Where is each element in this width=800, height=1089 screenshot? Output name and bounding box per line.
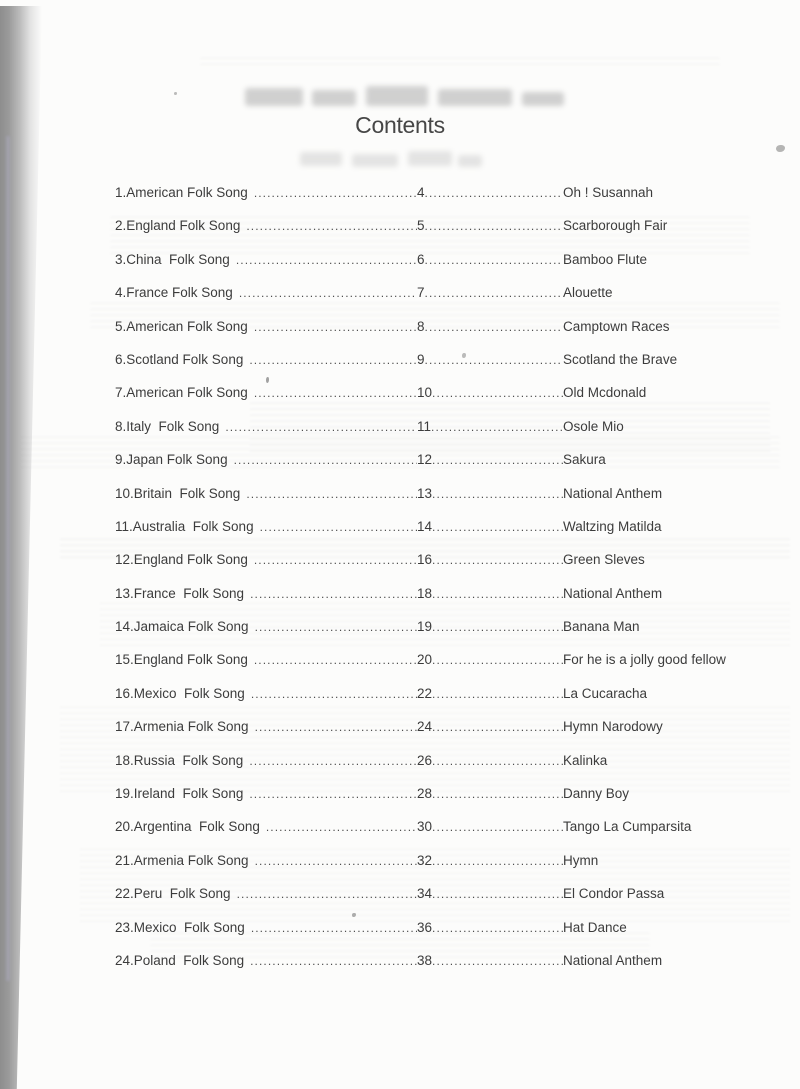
dot-leader	[425, 277, 563, 310]
dot-leader	[425, 244, 563, 277]
toc-entry-label: 3.China Folk Song	[115, 251, 230, 267]
dot-leader	[255, 611, 417, 644]
toc-entry	[115, 610, 745, 643]
bleed-through-stafflines	[200, 55, 720, 65]
dot-leader	[255, 845, 417, 878]
toc-entry-page-number: 34	[417, 886, 433, 902]
toc-entry-page-number: 38	[417, 952, 433, 968]
toc-entry-page-number: 9	[417, 351, 425, 367]
toc-entry-label: 17.Armenia Folk Song	[115, 719, 249, 735]
toc-entry-label: 9.Japan Folk Song	[115, 452, 228, 468]
toc-entry-page-number: 19	[417, 619, 433, 635]
dot-leader	[431, 411, 563, 444]
toc-entry-page-number: 12	[417, 452, 433, 468]
toc-entry	[115, 376, 745, 409]
dot-leader	[260, 511, 417, 544]
toc-entry	[115, 810, 745, 843]
toc-entry-page-number: 7	[417, 285, 425, 301]
toc-entry-song-title: Camptown Races	[563, 318, 670, 334]
toc-entry-song-title: Osole Mio	[563, 418, 624, 434]
toc-entry-song-title: Hat Dance	[563, 919, 627, 935]
dot-leader	[237, 878, 417, 911]
toc-entry-label: 21.Armenia Folk Song	[115, 852, 249, 868]
toc-entry-page-number: 18	[417, 585, 433, 601]
toc-entry	[115, 911, 745, 944]
dot-leader	[432, 678, 563, 711]
toc-entry-song-title: La Cucaracha	[563, 685, 648, 701]
dot-leader	[432, 578, 563, 611]
dot-leader	[250, 945, 417, 978]
toc-entry-page-number: 26	[417, 752, 433, 768]
toc-entry	[115, 443, 745, 476]
toc-entry-song-title: Danny Boy	[563, 786, 630, 802]
toc-entry-label: 23.Mexico Folk Song	[115, 919, 245, 935]
dot-leader	[254, 544, 417, 577]
toc-entry-song-title: Tango La Cumparsita	[563, 819, 692, 835]
toc-entry-song-title: For he is a jolly good fellow	[563, 652, 726, 668]
toc-entry	[115, 276, 745, 309]
dot-leader	[425, 344, 563, 377]
dot-leader	[249, 344, 417, 377]
scan-speck	[174, 92, 177, 95]
toc-entry	[115, 543, 745, 576]
page-title: Contents	[355, 112, 445, 138]
dot-leader	[432, 745, 563, 778]
toc-entry-label: 24.Poland Folk Song	[115, 952, 245, 968]
dot-leader	[225, 411, 417, 444]
toc-entry	[115, 410, 745, 443]
toc-entry-page-number: 11	[417, 418, 432, 434]
toc-entry-label: 2.England Folk Song	[115, 218, 241, 234]
toc-entry-page-number: 6	[417, 251, 425, 267]
toc-entry-label: 20.Argentina Folk Song	[115, 819, 260, 835]
toc-entry	[115, 176, 745, 209]
toc-entry-label: 13.France Folk Song	[115, 585, 245, 601]
toc-entry-page-number: 22	[417, 685, 433, 701]
dot-leader	[255, 711, 417, 744]
toc-entry-page-number: 28	[417, 786, 433, 802]
toc-entry-song-title: Waltzing Matilda	[563, 518, 662, 534]
toc-entry-label: 7.American Folk Song	[115, 385, 248, 401]
dot-leader	[239, 277, 417, 310]
dot-leader	[249, 778, 417, 811]
dot-leader	[249, 745, 417, 778]
toc-entry-label: 18.Russia Folk Song	[115, 752, 244, 768]
dot-leader	[425, 210, 563, 243]
toc-entry-label: 14.Jamaica Folk Song	[115, 619, 249, 635]
toc-entry	[115, 744, 745, 777]
toc-entry	[115, 209, 745, 242]
toc-entry-page-number: 36	[417, 919, 433, 935]
dot-leader	[425, 177, 563, 210]
dot-leader	[432, 377, 563, 410]
toc-entry	[115, 844, 745, 877]
toc-entry-song-title: Old Mcdonald	[563, 385, 647, 401]
dot-leader	[425, 311, 563, 344]
dot-leader	[254, 177, 417, 210]
toc-entry-page-number: 14	[417, 518, 433, 534]
toc-entry	[115, 710, 745, 743]
scan-speck	[776, 145, 785, 152]
toc-entry-page-number: 30	[417, 819, 433, 835]
toc-entry-label: 16.Mexico Folk Song	[115, 685, 245, 701]
dot-leader	[254, 311, 417, 344]
toc-entry-song-title: National Anthem	[563, 585, 663, 601]
toc-entry	[115, 510, 745, 543]
toc-entry-song-title: El Condor Passa	[563, 886, 665, 902]
dot-leader	[250, 578, 417, 611]
dot-leader	[266, 811, 417, 844]
toc-entry-song-title: Alouette	[563, 285, 613, 301]
toc-entry	[115, 343, 745, 376]
toc-entry-song-title: Banana Man	[563, 619, 640, 635]
toc-entry-label: 11.Australia Folk Song	[115, 518, 254, 534]
toc-entry-song-title: National Anthem	[563, 485, 663, 501]
toc-entry	[115, 877, 745, 910]
dot-leader	[432, 444, 563, 477]
toc-entry-song-title: Scarborough Fair	[563, 218, 668, 234]
dot-leader	[251, 912, 417, 945]
dot-leader	[254, 377, 417, 410]
toc-entry-label: 6.Scotland Folk Song	[115, 351, 244, 367]
dot-leader	[254, 644, 417, 677]
toc-entry-song-title: Kalinka	[563, 752, 608, 768]
toc-entry-label: 1.American Folk Song	[115, 185, 248, 200]
dot-leader	[234, 444, 417, 477]
dot-leader	[251, 678, 417, 711]
toc-entry-label: 19.Ireland Folk Song	[115, 786, 244, 802]
toc-entry	[115, 310, 745, 343]
dot-leader	[432, 945, 563, 978]
toc-entry	[115, 243, 745, 276]
toc-entry-page-number: 24	[417, 719, 433, 735]
toc-entry-page-number: 4	[417, 185, 425, 200]
dot-leader	[432, 878, 563, 911]
dot-leader	[432, 511, 563, 544]
dot-leader	[432, 478, 563, 511]
toc-entry-page-number: 16	[417, 552, 433, 568]
page-binding-shadow	[0, 6, 42, 1089]
toc-entry-song-title: National Anthem	[563, 952, 663, 968]
toc-entry-song-title: Scotland the Brave	[563, 351, 678, 367]
dot-leader	[246, 210, 417, 243]
toc-entry	[115, 677, 745, 710]
toc-entry-label: 15.England Folk Song	[115, 652, 248, 668]
toc-entry-song-title: Green Sleves	[563, 552, 645, 568]
toc-entry	[115, 944, 745, 977]
dot-leader	[432, 644, 563, 677]
dot-leader	[432, 912, 563, 945]
toc-entry	[115, 777, 745, 810]
toc-entry-label: 10.Britain Folk Song	[115, 485, 241, 501]
toc-entry-page-number: 13	[417, 485, 433, 501]
dot-leader	[236, 244, 417, 277]
dot-leader	[246, 478, 417, 511]
toc-entry-page-number: 10	[417, 385, 433, 401]
toc-entry	[115, 643, 745, 676]
toc-entry	[115, 477, 745, 510]
toc-entry-song-title: Bamboo Flute	[563, 251, 648, 267]
toc-entry-label: 4.France Folk Song	[115, 285, 233, 301]
toc-entry-song-title: Sakura	[563, 452, 606, 468]
toc-entry	[115, 577, 745, 610]
toc-entry-song-title: Oh ! Susannah	[563, 185, 654, 200]
contents-list	[115, 176, 745, 977]
dot-leader	[432, 811, 563, 844]
toc-entry-label: 12.England Folk Song	[115, 552, 248, 568]
dot-leader	[432, 544, 563, 577]
toc-entry-label: 8.Italy Folk Song	[115, 418, 220, 434]
dot-leader	[432, 778, 563, 811]
dot-leader	[432, 845, 563, 878]
toc-entry-label: 5.American Folk Song	[115, 318, 248, 334]
toc-entry-label: 22.Peru Folk Song	[115, 886, 231, 902]
toc-entry-page-number: 20	[417, 652, 433, 668]
toc-entry-page-number: 8	[417, 318, 425, 334]
toc-entry-song-title: Hymn	[563, 852, 599, 868]
toc-entry-song-title: Hymn Narodowy	[563, 719, 663, 735]
dot-leader	[432, 611, 563, 644]
dot-leader	[432, 711, 563, 744]
toc-entry-page-number: 5	[417, 218, 425, 234]
toc-entry-page-number: 32	[417, 852, 433, 868]
